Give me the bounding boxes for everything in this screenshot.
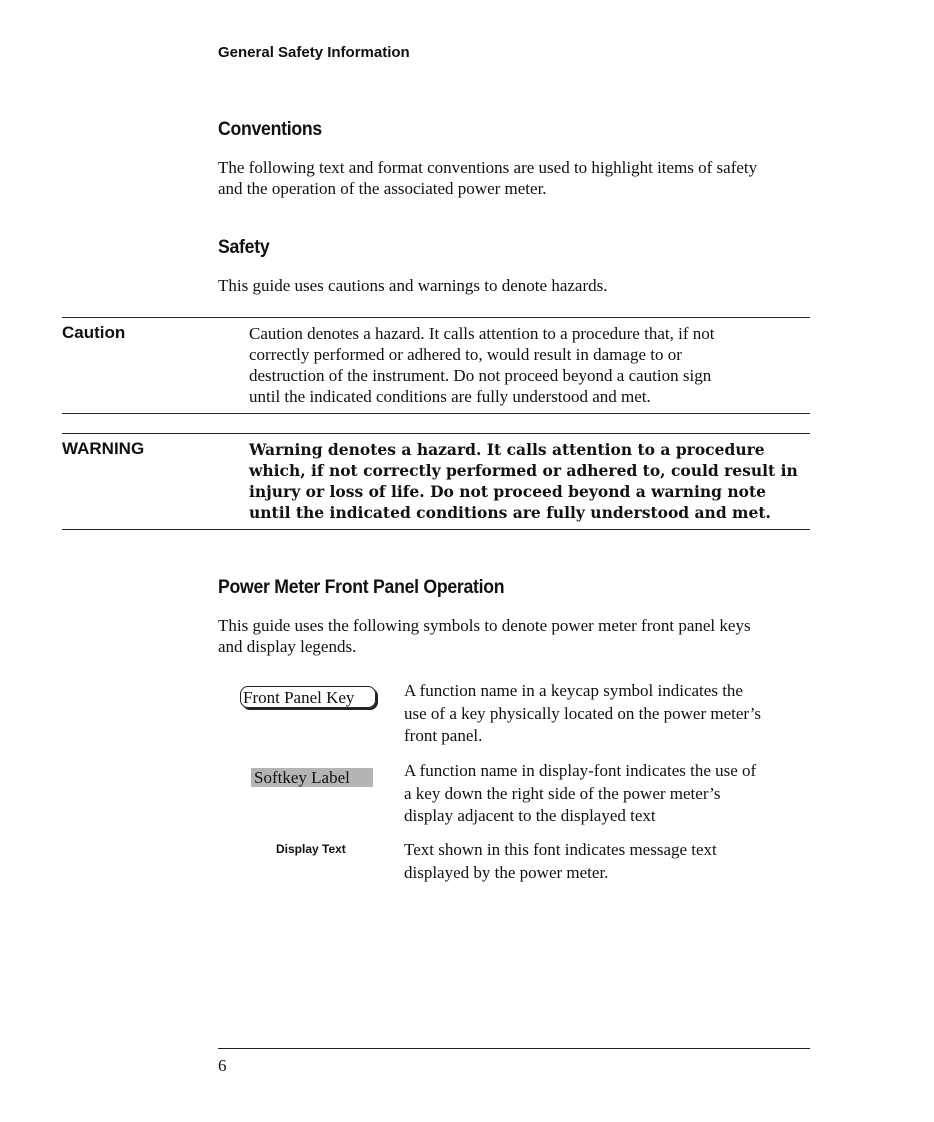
text-line: Warning denotes a hazard. It calls attention to a procedure: [249, 440, 765, 459]
text-line: until the indicated conditions are fully understood and met.: [249, 387, 651, 406]
softkey-label-sample: Softkey Label: [251, 768, 373, 787]
running-head: General Safety Information: [218, 44, 410, 61]
text-line: Caution denotes a hazard. It calls attention to a procedure that, if not: [249, 324, 715, 343]
display-text-description: [404, 839, 804, 884]
text-line: and display legends.: [218, 637, 357, 656]
safety-intro: This guide uses cautions and warnings to denote hazards.: [218, 276, 608, 295]
caution-top-rule: [62, 317, 810, 318]
warning-text: [249, 439, 798, 523]
text-line: and the operation of the associated power meter.: [218, 179, 547, 198]
warning-top-rule: [62, 433, 810, 434]
conventions-heading: Conventions: [218, 119, 322, 140]
conventions-paragraph: [218, 157, 757, 199]
safety-heading: Safety: [218, 237, 270, 258]
text-line: A function name in a keycap symbol indicates the: [404, 681, 743, 700]
front-panel-paragraph: [218, 615, 751, 657]
display-text-sample: Display Text: [276, 842, 346, 856]
text-line: front panel.: [404, 726, 483, 745]
text-line: a key down the right side of the power meter’s: [404, 783, 721, 803]
text-line: until the indicated conditions are fully understood and met.: [249, 503, 771, 522]
text-line: destruction of the instrument. Do not proceed beyond a caution sign: [249, 366, 712, 385]
softkey-label-description: [404, 760, 804, 828]
front-panel-key-description: [404, 680, 804, 748]
caution-text: [249, 323, 714, 407]
warning-label: WARNING: [62, 439, 145, 458]
page-number: 6: [218, 1056, 227, 1075]
text-line: Text shown in this font indicates message text: [404, 840, 717, 859]
footer-rule: [218, 1048, 810, 1049]
text-line: which, if not correctly performed or adhered to, could result in: [249, 461, 798, 480]
front-panel-key-sample: Front Panel Key: [240, 686, 376, 708]
text-line: display adjacent to the displayed text: [404, 806, 656, 825]
text-line: use of a key physically located on the power meter’s: [404, 703, 762, 723]
warning-bottom-rule: [62, 529, 810, 530]
caution-label: Caution: [62, 323, 126, 342]
front-panel-heading: Power Meter Front Panel Operation: [218, 577, 505, 598]
text-line: The following text and format conventions are used to highlight items of safety: [218, 158, 758, 177]
text-line: injury or loss of life. Do not proceed beyond a warning note: [249, 482, 766, 501]
text-line: correctly performed or adhered to, would result in damage to or: [249, 345, 682, 364]
text-line: This guide uses the following symbols to denote power meter front panel keys: [218, 616, 751, 635]
caution-bottom-rule: [62, 413, 810, 414]
text-line: displayed by the power meter.: [404, 862, 609, 882]
text-line: A function name in display-font indicates the use of: [404, 761, 757, 780]
